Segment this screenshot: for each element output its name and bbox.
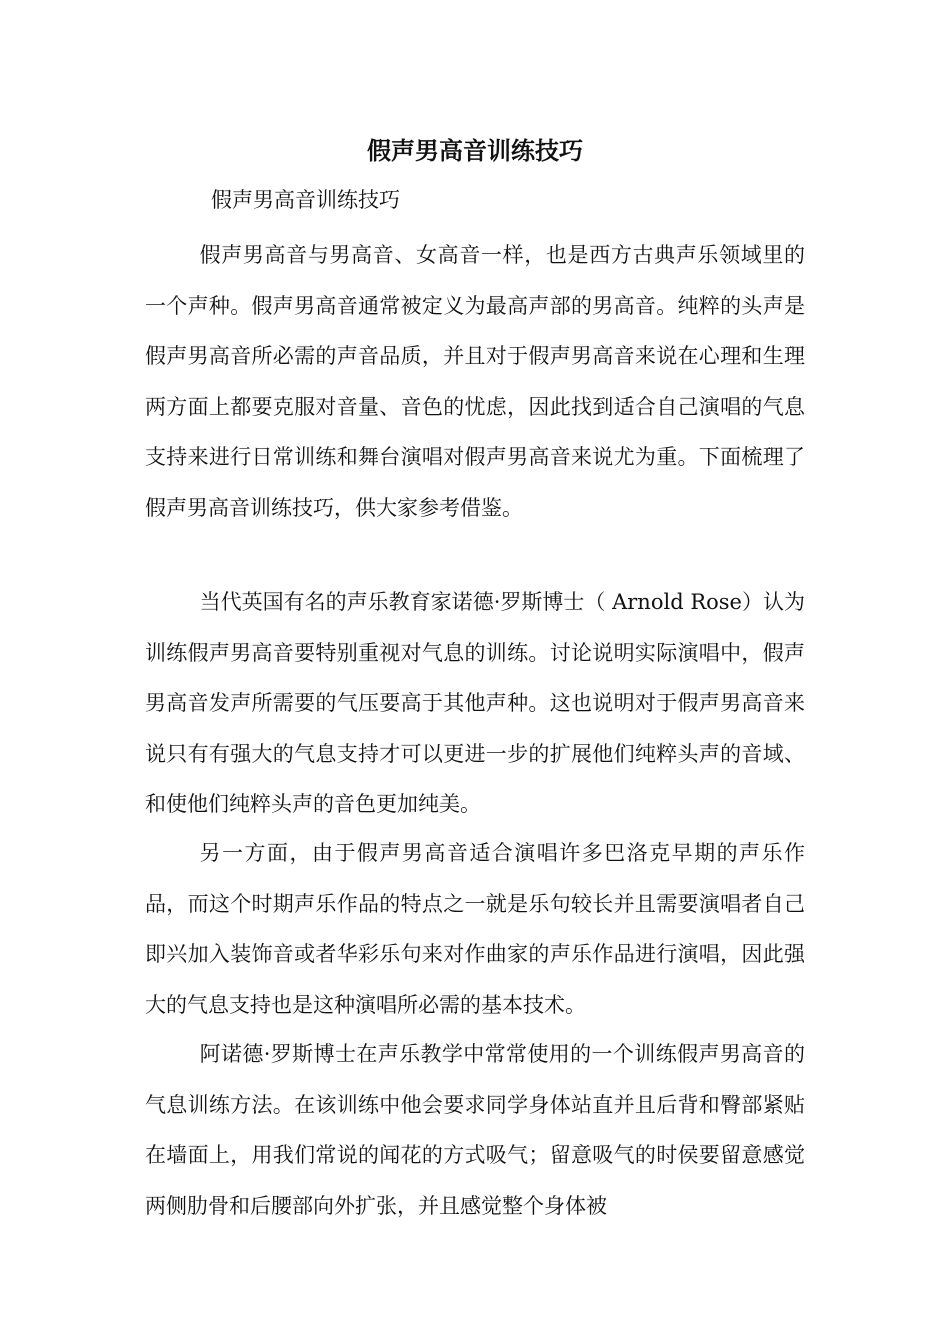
document-title: 假声男高音训练技巧 [367,136,583,165]
paragraph-rose-breath: 当代英国有名的声乐教育家诺德·罗斯博士（ Arnold Rose）认为训练假声男高音要特别重视对气息的训练。讨论说明实际演唱中，假声男高音发声所需要的气压要高于其他声种。这也说明对于假声男高音来说只有有强大的气息支持才可以更进一步的扩展他们纯粹头声的音域、和使他们纯粹头声的音色更加纯美。 [145,590,805,816]
paragraph-baroque: 另一方面，由于假声男高音适合演唱许多巴洛克早期的声乐作品，而这个时期声乐作品的特点之一就是乐句较长并且需要演唱者自己即兴加入装饰音或者华彩乐句来对作曲家的声乐作品进行演唱，因此强大的气息支持也是这种演唱所必需的基本技术。 [145,841,805,1017]
paragraph-training-method: 阿诺德·罗斯博士在声乐教学中常常使用的一个训练假声男高音的气息训练方法。在该训练中他会要求同学身体站直并且后背和臀部紧贴在墙面上，用我们常说的闻花的方式吸气；留意吸气的时侯要留意感觉两侧肋骨和后腰部向外扩张，并且感觉整个身体被 [145,1042,805,1218]
document-subtitle: 假声男高音训练技巧 [211,188,400,212]
paragraph-intro: 假声男高音与男高音、女高音一样，也是西方古典声乐领域里的一个声种。假声男高音通常被定义为最高声部的男高音。纯粹的头声是假声男高音所必需的声音品质，并且对于假声男高音来说在心理和生理两方面上都要克服对音量、音色的忧虑，因此找到适合自己演唱的气息支持来进行日常训练和舞台演唱对假声男高音来说尤为重。下面梳理了假声男高音训练技巧，供大家参考借鉴。 [145,243,805,520]
